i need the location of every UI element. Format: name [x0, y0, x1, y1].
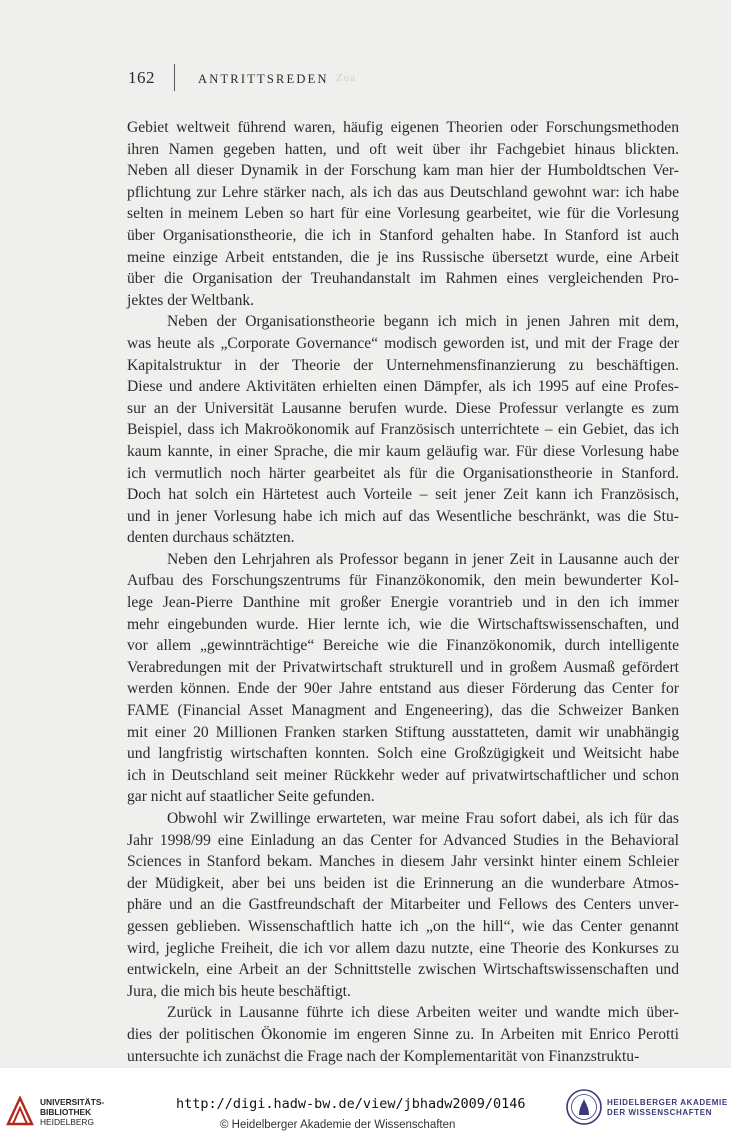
- text-line: sur an der Universität Lausanne berufen wurde. Diese Professur verlangte es zum: [127, 399, 679, 417]
- text-line: Zurück in Lausanne führte ich diese Arbeiten weiter und wandte mich über-: [167, 1004, 679, 1022]
- running-title: ANTRITTSREDEN: [198, 72, 329, 86]
- text-line: Neben all dieser Dynamik in der Forschung kam man hier der Humboldtschen Ver-: [127, 162, 679, 180]
- text-line: und langfristig wirtschaften konnten. Solch eine Großzügigkeit und Weitsicht habe: [127, 745, 679, 763]
- text-line: Diese und andere Aktivitäten erhielten einen Dämpfer, als ich 1995 auf eine Profes-: [127, 378, 679, 396]
- academy-seal-icon[interactable]: [565, 1088, 603, 1126]
- text-line: kaum kannte, in einer Sprache, die mir kaum geläufig war. Für diese Vorlesung habe: [127, 442, 679, 460]
- text-line: Neben den Lehrjahren als Professor begann in jener Zeit in Lausanne auch der: [167, 550, 679, 568]
- text-line: lege Jean-Pierre Danthine mit großer Energie vorantrieb und in den ich immer: [127, 594, 679, 612]
- university-library-logo-icon[interactable]: [6, 1096, 34, 1126]
- text-line: vor allem „gewinnträchtige“ Bereiche wie die Finanzökonomik, durch intelligente: [127, 637, 679, 655]
- text-line: dies der politischen Ökonomie im engeren Sinne zu. In Arbeiten mit Enrico Perotti: [127, 1025, 679, 1043]
- text-line: was heute als „Corporate Governance“ modisch geworden ist, und mit der Frage der: [127, 334, 679, 352]
- text-line: über Organisationstheorie, die ich in Stanford gehalten habe. In Stanford ist auch: [127, 226, 679, 244]
- text-line: werden können. Ende der 90er Jahre entstand aus dieser Förderung das Center for: [127, 680, 679, 698]
- text-line: entwickeln, eine Arbeit an der Schnittstelle zwischen Wirtschaftswissenschaften und: [127, 961, 679, 979]
- academy-name-line-2: DER WISSENSCHAFTEN: [607, 1108, 713, 1117]
- text-line: und in jener Vorlesung habe ich mich auf das Wesentliche beschränkt, was die Stu-: [127, 507, 679, 525]
- text-line: pflichtung zur Lehre stärker nach, als ich das aus Deutschland gewohnt war: ich habe: [127, 183, 679, 201]
- academy-name: [607, 1098, 728, 1118]
- library-city: HEIDELBERG: [40, 1116, 94, 1127]
- text-line: ihren Namen gegeben hatten, und oft weit über ihr Fachgebiet hinaus blickten.: [127, 140, 679, 158]
- text-line: mehr eingebunden wurde. Hier lernte ich, wie die Wirtschaftswissenschaften, und: [127, 615, 679, 633]
- library-name-line-1: UNIVERSITÄTS-: [40, 1097, 105, 1107]
- text-line: wird, jegliche Freiheit, die ich vor allem dazu nutzte, eine Theorie des Konkurses zu: [127, 939, 679, 957]
- text-line: Jura, die mich bis heute beschäftigt.: [127, 982, 351, 1000]
- body-text: [127, 117, 679, 1067]
- page-number: 162: [128, 68, 155, 87]
- digitization-footer: [0, 1068, 731, 1142]
- paragraph: [127, 1002, 679, 1067]
- text-line: Sciences in Stanford bekam. Manches in diesem Jahr versinkt hinter einem Schleier: [127, 853, 679, 871]
- academy-name-line-1: HEIDELBERGER AKADEMIE: [607, 1098, 728, 1107]
- permalink-url[interactable]: http://digi.hadw-bw.de/view/jbhadw2009/0146: [176, 1096, 526, 1112]
- header-divider: [174, 64, 175, 91]
- text-line: ich vermutlich noch härter gearbeitet als für die Organisationstheorie in Stanford.: [127, 464, 679, 482]
- copyright-notice: © Heidelberger Akademie der Wissenschaften: [220, 1119, 456, 1131]
- text-line: denten durchaus schätzten.: [127, 529, 295, 547]
- text-line: gar nicht auf staatlicher Seite gefunden.: [127, 788, 375, 806]
- text-line: Obwohl wir Zwillinge erwarteten, war meine Frau sofort dabei, als ich für das: [167, 810, 679, 827]
- text-line: jektes der Weltbank.: [127, 291, 255, 309]
- text-line: Kapitalstruktur in der Theorie der Unternehmensfinanzierung zu beschäftigen.: [127, 356, 679, 374]
- paragraph: [127, 311, 679, 549]
- paragraph: [127, 549, 679, 808]
- text-line: phäre und an die Gastfreundschaft der Mitarbeiter und Fellows des Centers unver-: [127, 896, 679, 914]
- text-line: selten in meinem Leben so hart für eine Vorlesung gearbeitet, wie für die Vorlesung: [127, 205, 679, 223]
- text-line: Doch hat solch ein Härtetest auch Vorteile – seit jener Zeit kann ich Französisch,: [127, 486, 679, 504]
- library-name-line-2: BIBLIOTHEK: [40, 1106, 92, 1117]
- text-line: mit einer 20 Millionen Franken starken Stiftung ausstatteten, damit wir unabhängig: [127, 723, 679, 741]
- text-line: untersuchte ich zunächst die Frage nach der Komplementarität von Finanzstruktu-: [127, 1047, 640, 1065]
- bleed-through-text: Zoa: [336, 72, 357, 84]
- text-line: Neben der Organisationstheorie begann ich mich in jenen Jahren mit dem,: [167, 313, 679, 331]
- text-line: der Müdigkeit, aber bei uns beiden ist die Erinnerung an die wunderbare Atmos-: [127, 874, 679, 892]
- paragraph: [127, 117, 679, 311]
- text-line: ich in Deutschland seit meiner Rückkehr weder auf privatwirtschaftlicher und schon: [127, 766, 679, 784]
- text-line: Beispiel, dass ich Makroökonomik auf Französisch unterrichtete – ein Gebiet, das ich: [127, 421, 679, 439]
- text-line: Aufbau des Forschungszentrums für Finanzökonomik, den mein bewunderter Kol-: [127, 572, 679, 590]
- text-line: Verabredungen mit der Privatwirtschaft strukturell und in großem Ausmaß gefördert: [127, 658, 679, 676]
- text-line: Jahr 1998/99 eine Einladung an das Center for Advanced Studies in the Behavioral: [127, 831, 679, 849]
- text-line: Gebiet weltweit führend waren, häufig eigenen Theorien oder Forschungsmethoden: [127, 119, 679, 136]
- paragraph: [127, 808, 679, 1002]
- text-line: FAME (Financial Asset Managment and Engeneering), das die Schweizer Banken: [127, 702, 679, 720]
- text-line: meine einzige Arbeit entstanden, die je ins Russische übersetzt wurde, eine Arbeit: [127, 248, 679, 266]
- text-line: über die Organisation der Treuhandanstalt im Rahmen eines vergleichenden Pro-: [127, 270, 679, 288]
- university-library-name: [40, 1098, 104, 1127]
- text-line: gessen geblieben. Wissenschaftlich hatte ich „on the hill“, wie das Center genannt: [127, 917, 679, 935]
